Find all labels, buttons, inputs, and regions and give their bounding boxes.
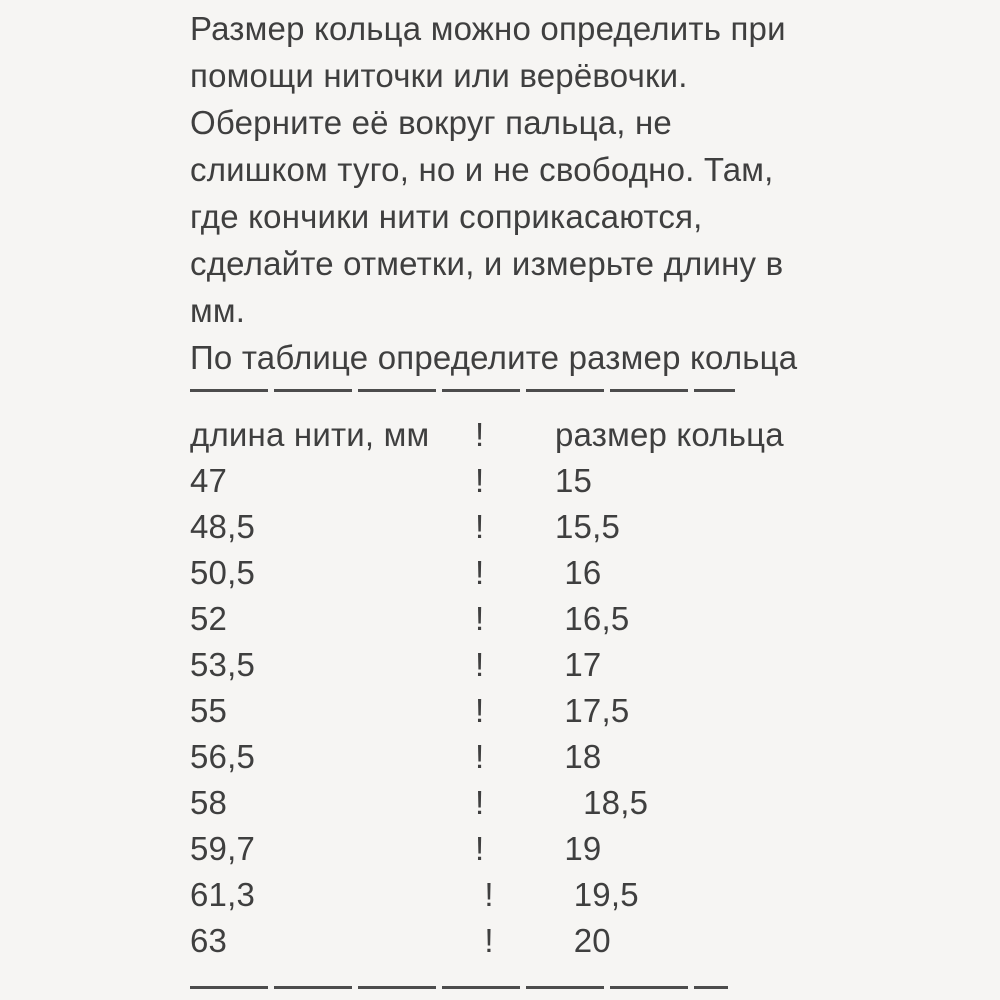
table-row xyxy=(190,550,835,596)
size-cell: 16,5 xyxy=(555,600,630,637)
size-cell: 16 xyxy=(555,554,602,591)
table-row xyxy=(190,918,835,964)
separator-cell: ! xyxy=(475,922,494,959)
size-cell: 17,5 xyxy=(555,692,630,729)
length-cell: 56,5 xyxy=(190,738,256,775)
length-cell: 55 xyxy=(190,692,228,729)
intro-line: мм. xyxy=(190,292,246,329)
separator-cell: ! xyxy=(475,738,485,775)
length-cell: 53,5 xyxy=(190,646,256,683)
size-column-header: размер кольца xyxy=(555,416,784,453)
table-row xyxy=(190,734,835,780)
size-cell: 15 xyxy=(555,462,593,499)
separator-cell: ! xyxy=(475,462,485,499)
length-cell: 48,5 xyxy=(190,508,256,545)
separator-cell: ! xyxy=(475,600,485,637)
size-cell: 20 xyxy=(555,922,611,959)
table-row xyxy=(190,504,835,550)
content-column xyxy=(190,5,835,989)
table-row xyxy=(190,642,835,688)
table-row xyxy=(190,458,835,504)
size-cell: 15,5 xyxy=(555,508,621,545)
table-row xyxy=(190,872,835,918)
separator-cell: ! xyxy=(475,830,485,867)
length-cell: 47 xyxy=(190,462,228,499)
separator-cell: ! xyxy=(475,784,485,821)
length-cell: 59,7 xyxy=(190,830,256,867)
separator-header: ! xyxy=(475,416,485,453)
length-column-header: длина нити, мм xyxy=(190,416,430,453)
separator-cell: ! xyxy=(475,692,485,729)
table-row xyxy=(190,780,835,826)
size-cell: 17 xyxy=(555,646,602,683)
intro-line: где кончики нити соприкасаются, xyxy=(190,198,703,235)
separator-cell: ! xyxy=(475,508,485,545)
divider-line-top xyxy=(190,389,735,392)
separator-cell: ! xyxy=(475,646,485,683)
size-cell: 18 xyxy=(555,738,602,775)
intro-line: По таблице определите размер кольца xyxy=(190,339,798,376)
intro-text xyxy=(190,5,835,381)
length-cell: 61,3 xyxy=(190,876,256,913)
size-cell: 19 xyxy=(555,830,602,867)
length-cell: 58 xyxy=(190,784,228,821)
intro-line: сделайте отметки, и измерьте длину в xyxy=(190,245,784,282)
divider-line-bottom xyxy=(190,986,728,989)
intro-line: помощи ниточки или верёвочки. xyxy=(190,57,688,94)
length-cell: 50,5 xyxy=(190,554,256,591)
table-header-row xyxy=(190,412,835,458)
length-cell: 52 xyxy=(190,600,228,637)
table-row xyxy=(190,688,835,734)
table-row xyxy=(190,596,835,642)
size-cell: 18,5 xyxy=(555,784,649,821)
intro-line: Размер кольца можно определить при xyxy=(190,10,786,47)
separator-cell: ! xyxy=(475,876,494,913)
table-row xyxy=(190,826,835,872)
length-cell: 63 xyxy=(190,922,228,959)
size-cell: 19,5 xyxy=(555,876,639,913)
ring-size-table xyxy=(190,412,835,964)
separator-cell: ! xyxy=(475,554,485,591)
intro-line: Оберните её вокруг пальца, не xyxy=(190,104,672,141)
intro-line: слишком туго, но и не свободно. Там, xyxy=(190,151,774,188)
